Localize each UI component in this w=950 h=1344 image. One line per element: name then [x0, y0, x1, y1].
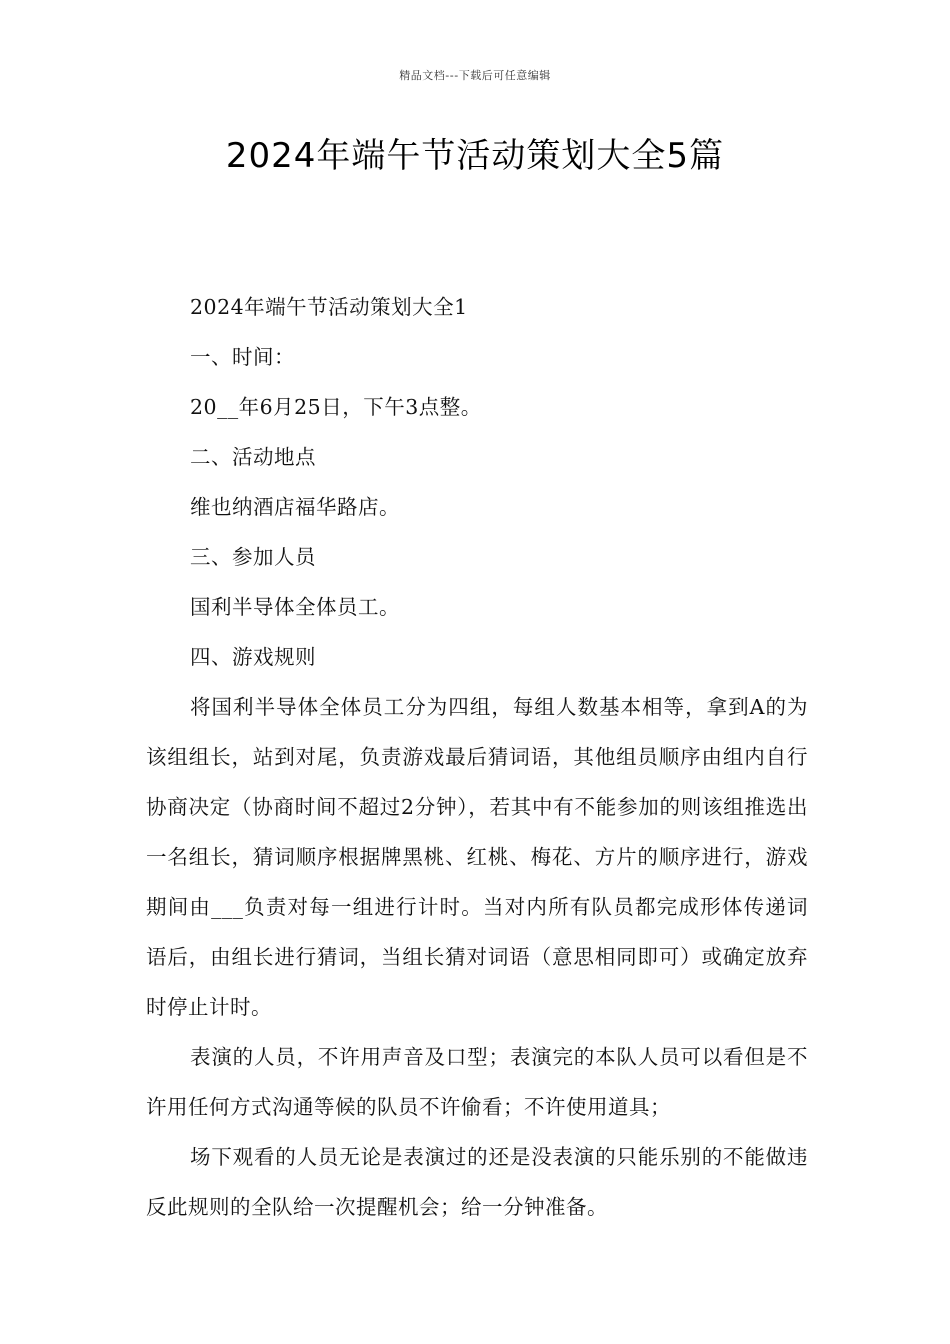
section-participants-heading: 三、参加人员	[190, 545, 316, 569]
section-time-heading: 一、时间：	[190, 345, 295, 369]
document-body	[146, 282, 808, 1232]
section-location-value: 维也纳酒店福华路店。	[190, 495, 400, 519]
section-participants-value: 国利半导体全体员工。	[190, 595, 400, 619]
rules-paragraph: 表演的人员，不许用声音及口型；表演完的本队人员可以看但是不许用任何方式沟通等候的队员不许偷看；不许使用道具；	[146, 1045, 808, 1119]
rules-paragraph: 将国利半导体全体员工分为四组，每组人数基本相等，拿到A的为该组组长，站到对尾，负责游戏最后猜词语，其他组员顺序由组内自行协商决定（协商时间不超过2分钟），若其中有不能参加的则该组推选出一名组长，猜词顺序根据牌黑桃、红桃、梅花、方片的顺序进行，游戏期间由___负责对每一组进行计时。当对内所有队员都完成形体传递词语后，由组长进行猜词，当组长猜对词语（意思相同即可）或确定放弃时停止计时。	[146, 695, 808, 1019]
section-location-heading: 二、活动地点	[190, 445, 316, 469]
section-heading: 2024年端午节活动策划大全1	[190, 295, 468, 319]
section-time-value: 20__年6月25日，下午3点整。	[190, 395, 482, 419]
header-note: 精品文档---下载后可任意编辑	[399, 69, 551, 82]
rules-paragraph: 场下观看的人员无论是表演过的还是没表演的只能乐别的不能做违反此规则的全队给一次提醒机会；给一分钟准备。	[146, 1145, 808, 1219]
document-title: 2024年端午节活动策划大全5篇	[225, 136, 725, 176]
section-rules-heading: 四、游戏规则	[190, 645, 316, 669]
